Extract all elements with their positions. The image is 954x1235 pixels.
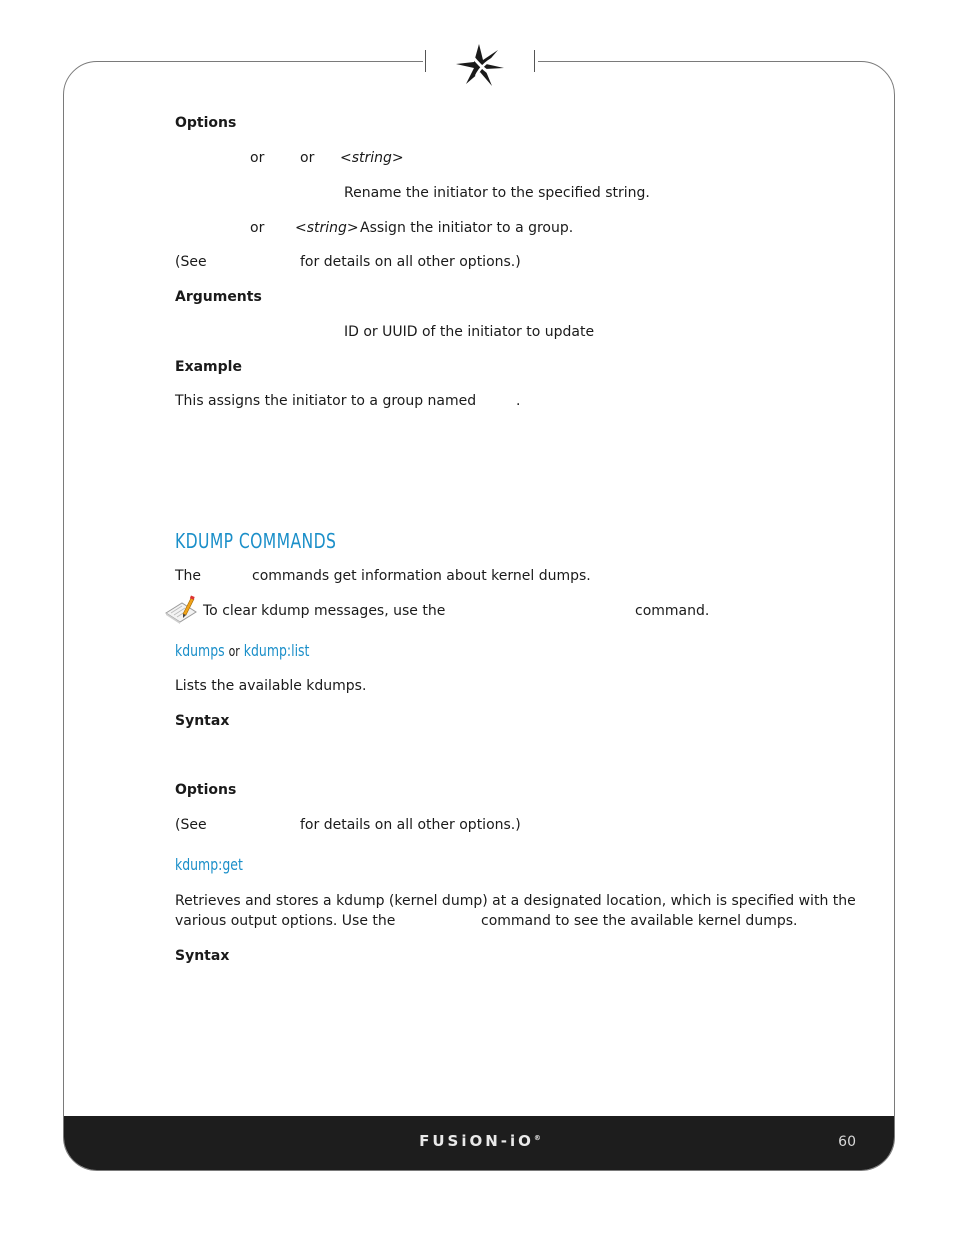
get-description-line2-suffix: command to see the available kernel dumps. [481, 913, 798, 929]
brand-logo: FUSiON-iO® [419, 1132, 541, 1150]
example-period: . [516, 393, 521, 409]
fusion-io-star-icon [452, 42, 508, 88]
example-heading: Example [175, 359, 242, 375]
arguments-heading: Arguments [175, 289, 262, 305]
header-divider-left [425, 50, 426, 72]
options-heading: Options [175, 115, 237, 131]
kdump-commands-heading: KDUMP COMMANDS [175, 529, 337, 553]
list-description: Lists the available kdumps. [175, 678, 367, 694]
option-description: Assign the initiator to a group. [360, 220, 574, 236]
intro-text: commands get information about kernel dumps. [252, 568, 591, 584]
see-prefix: (See [175, 817, 207, 833]
get-syntax-heading: Syntax [175, 948, 230, 964]
page-number: 60 [838, 1134, 856, 1150]
option-string-placeholder: <string> [340, 150, 404, 166]
syntax-heading: Syntax [175, 713, 230, 729]
page-footer [64, 1116, 894, 1170]
example-text: This assigns the initiator to a group named [175, 393, 477, 409]
argument-description: ID or UUID of the initiator to update [344, 324, 595, 340]
option-string-placeholder: <string> [295, 220, 359, 236]
kdump-get-title: kdump:get [175, 855, 243, 874]
see-suffix: for details on all other options.) [300, 817, 521, 833]
option-or-text: or [300, 150, 315, 166]
see-suffix: for details on all other options.) [300, 254, 521, 270]
header-divider-right [534, 50, 535, 72]
options-heading: Options [175, 782, 237, 798]
option-description: Rename the initiator to the specified string. [344, 185, 650, 201]
see-prefix: (See [175, 254, 207, 270]
note-suffix: command. [635, 603, 710, 619]
get-description-line1: Retrieves and stores a kdump (kernel dump) at a designated location, which is specified with the [175, 893, 856, 909]
note-text: To clear kdump messages, use the [203, 603, 446, 619]
intro-the: The [175, 568, 202, 584]
option-or-text: or [250, 220, 265, 236]
kdumps-list-title: kdumps or kdump:list [175, 641, 310, 660]
option-or-text: or [250, 150, 265, 166]
note-pencil-icon [164, 595, 198, 625]
get-description-line2: various output options. Use the [175, 913, 396, 929]
